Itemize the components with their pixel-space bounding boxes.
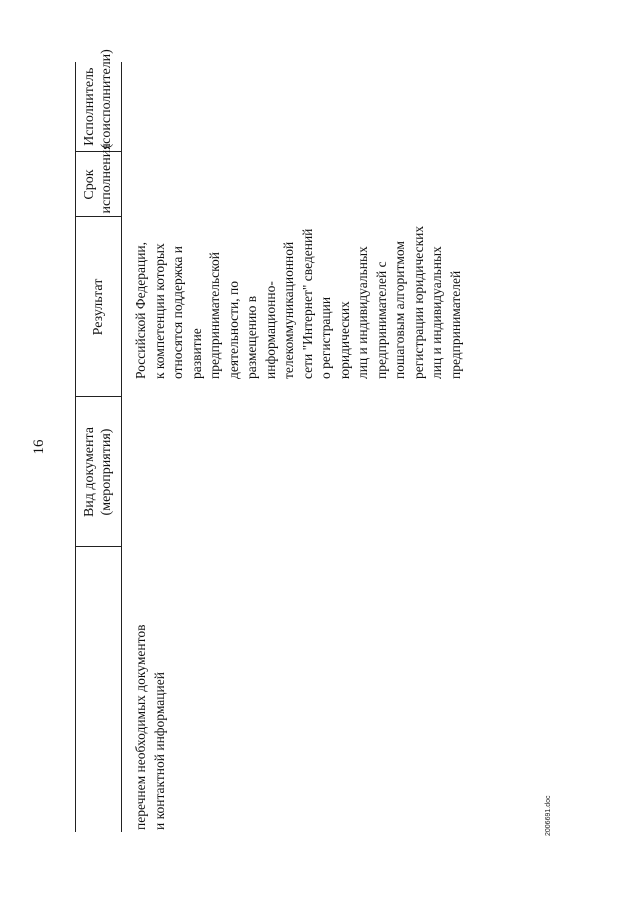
header-col1: [76, 547, 122, 832]
cell-col1: перечнем необходимых документов и контактной информацией: [133, 624, 167, 830]
header-deadline: Срок исполнения: [76, 152, 122, 217]
header-executor: Исполнитель (соисполнители): [76, 62, 122, 152]
cell-deadline: [122, 152, 466, 217]
cell-doc-type: [122, 397, 466, 547]
table-header-row: [76, 62, 122, 832]
table-row: [122, 62, 466, 832]
cell-result: Российской Федерации, к компетенции которых относятся поддержка и развитие предпринимательской деятельности, по размещению в информационно- телекоммуникационной сети "Интернет" сведений о регистрации юридических лиц и индивидуальных предпринимателей с пошаговым алгоритмом регистрации юридических лиц и индивидуальных предпринимателей: [133, 225, 463, 379]
page-number: 16: [31, 439, 47, 455]
plan-table: [75, 49, 465, 832]
header-doc-type: Вид документа (мероприятия): [76, 397, 122, 547]
rotated-page: [31, 49, 552, 836]
cell-executor: [122, 62, 466, 152]
header-result: Результат: [76, 217, 122, 397]
footer-filename: 2006691.doc: [545, 795, 552, 836]
